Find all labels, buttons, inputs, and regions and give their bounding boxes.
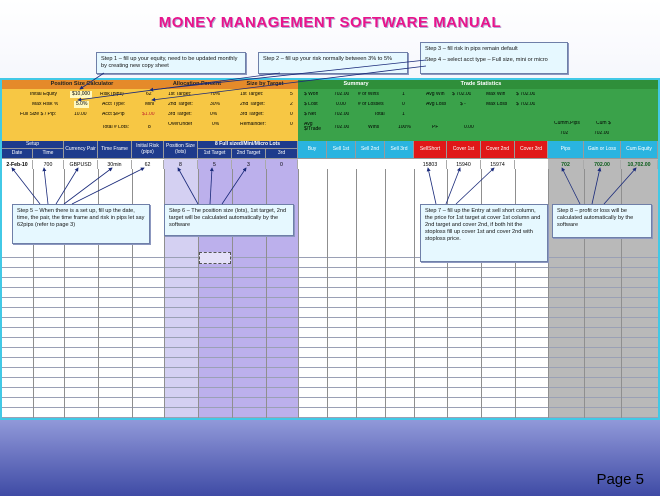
lost-label: $ Lost <box>304 102 318 107</box>
avg-win-value: $ 702.00 <box>452 92 472 97</box>
callout-step-1: Step 1 – fill up your equity, need to be updated monthly by creating new copy sheet <box>96 52 246 74</box>
alloc-1st-value[interactable]: 70% <box>210 92 221 97</box>
won-value: 702.00 <box>334 92 350 97</box>
acct-per-pip-label: Acct $/Pip <box>102 112 125 117</box>
max-risk-label: Max Risk % <box>32 102 59 107</box>
size-1st-value: 5 <box>290 92 293 97</box>
col-initial-risk: Initial Risk (pips) <box>132 141 164 159</box>
cum-pips-value: 702 <box>560 131 569 136</box>
losses-count-value: 0 <box>402 102 405 107</box>
col-position-size: Position Size (lots) <box>164 141 198 159</box>
col-1st-target: 1st Target <box>198 149 232 159</box>
max-win-label: Max Win <box>486 92 506 97</box>
row-time-frame[interactable]: 30min <box>98 160 132 169</box>
row-cum-equity: 10,702.00 <box>621 160 658 169</box>
pf-value: 0.00 <box>464 125 474 130</box>
total-lots-value: 8 <box>148 125 151 130</box>
total-lots-label: Total # Lots: <box>102 125 129 130</box>
row-cover-1st[interactable]: 15940 <box>447 160 481 169</box>
full-size-label: Full Size $ / Pip: <box>20 112 57 117</box>
sheet-grid <box>2 248 658 418</box>
wins-count-label: # of Wins <box>358 92 379 97</box>
col-date: Date <box>2 149 33 159</box>
size-3rd-value: 0 <box>290 112 293 117</box>
col-cover-3rd: Cover 3rd <box>515 141 548 159</box>
alloc-3rd-value[interactable]: 0% <box>210 112 218 117</box>
lost-value: 0.00 <box>336 102 346 107</box>
row-pips: 702 <box>548 160 584 169</box>
alloc-3rd-label: 3rd Target: <box>168 112 192 117</box>
row-sell-short[interactable]: 15803 <box>414 160 447 169</box>
alloc-2nd-label: 2nd Target: <box>168 102 193 107</box>
col-cover-2nd: Cover 2nd <box>481 141 515 159</box>
row-currency-pair[interactable]: GBPUSD <box>64 160 98 169</box>
avg-per-trade-value: 702.00 <box>334 125 350 130</box>
acct-type-label: Acct Type: <box>102 102 126 107</box>
losses-count-label: # of Losses <box>358 102 384 107</box>
cum-gain-label: Cum $ <box>596 121 611 126</box>
row-cover-2nd[interactable]: 15974 <box>481 160 515 169</box>
remainder-label: Remainder: <box>240 122 266 127</box>
col-3rd-target: 3rd <box>266 149 298 159</box>
cum-gain-value: 702.00 <box>594 131 610 136</box>
col-gain-loss: Gain or Loss <box>584 141 621 159</box>
callout-step-2: Step 2 – fill up your risk normally between 3% to 5% <box>258 52 408 74</box>
col-divider <box>414 169 415 418</box>
avg-win-label: Avg Win <box>426 92 445 97</box>
size-2nd-label: 2nd Target: <box>240 102 265 107</box>
col-2nd-target: 2nd Target <box>232 149 266 159</box>
callout-step-3: Step 3 – fill risk in pips remain default <box>425 46 518 52</box>
setup-header: Setup <box>2 141 64 149</box>
col-time-frame: Time Frame <box>98 141 132 159</box>
avg-per-trade-label: Avg $/Trade <box>304 122 322 132</box>
win-rate-value: 100% <box>398 125 411 130</box>
col-sell-short: SellShort <box>414 141 447 159</box>
row-date[interactable]: 2-Feb-10 <box>2 160 33 169</box>
alloc-1st-label: 1st Target: <box>168 92 192 97</box>
col-divider <box>385 169 386 418</box>
max-loss-value: $ 702.00 <box>516 102 536 107</box>
win-rate-label: Wins <box>368 125 380 130</box>
summary-title: Summary <box>298 80 414 89</box>
full-size-value: 10.00 <box>74 112 87 117</box>
acct-per-pip-value: $1.00 <box>142 112 155 117</box>
col-divider <box>356 169 357 418</box>
col-sell-2nd: Sell 2nd <box>356 141 385 159</box>
col-buy: Buy <box>298 141 327 159</box>
allocation-title: Allocation Percent <box>162 80 232 89</box>
callout-step-5: Step 5 – When there is a set up, fill up the date, time, the pair, the time frame and risk in pips let say 62pips (refer to page 3) <box>12 204 150 244</box>
row-time[interactable]: 700 <box>33 160 64 169</box>
max-risk-input[interactable]: 5.0% <box>76 101 88 107</box>
risk-pips-label: Risk (pips) <box>100 92 124 97</box>
total-trades-value: 1 <box>402 112 405 117</box>
remainder-value: 0 <box>290 122 293 127</box>
cum-pips-label: Cumm.Pips <box>554 121 580 126</box>
total-trades-label: Total <box>374 112 385 117</box>
row-initial-risk[interactable]: 62 <box>132 160 164 169</box>
trade-stats-title: Trade Statistics <box>414 80 548 89</box>
alloc-over-value: 0% <box>212 122 220 127</box>
col-pips: Pips <box>548 141 584 159</box>
col-cum-equity: Cum Equity <box>621 141 658 159</box>
col-cover-1st: Cover 1st <box>447 141 481 159</box>
callout-step-4: Step 4 – select acct type – Full size, mini or micro <box>425 56 548 63</box>
callout-step-7: Step 7 – fill up the Entry at sell short column, the price for 1st target at cover 1st column and 2nd target and cover 2nd, if both hit the stoploss fill up cover 1st and cover 2nd with stoploss price. <box>420 204 548 262</box>
acct-type-select[interactable]: Mini <box>145 102 155 107</box>
callout-step-3-4 <box>420 42 568 74</box>
row-1st-target: 5 <box>198 160 232 169</box>
callout-step-8: Step 8 – profit or loss will be calculated automatically by the software <box>552 204 652 238</box>
lots-header: 8 Full sized/Mini/Micro Lots <box>198 141 298 149</box>
col-currency-pair: Currency Pair <box>64 141 98 159</box>
col-time: Time <box>33 149 64 159</box>
col-sell-3rd: Sell 3rd <box>385 141 414 159</box>
selected-cell[interactable] <box>199 252 231 264</box>
row-gain-loss: 702.00 <box>584 160 621 169</box>
initial-equity-input[interactable]: $10,000 <box>72 91 91 97</box>
net-value: 702.00 <box>334 112 350 117</box>
row-3rd-target: 0 <box>266 160 298 169</box>
stats-filler <box>548 80 658 89</box>
col-sell-1st: Sell 1st <box>327 141 356 159</box>
alloc-2nd-value[interactable]: 30% <box>210 102 221 107</box>
net-label: $ Net <box>304 112 316 117</box>
page-number: Page 5 <box>596 471 644 488</box>
spreadsheet <box>0 78 660 420</box>
avg-loss-label: Avg Loss <box>426 102 447 107</box>
max-loss-label: Max Loss <box>486 102 508 107</box>
won-label: $ Won <box>304 92 319 97</box>
col-divider <box>298 169 299 418</box>
size-2nd-value: 2 <box>290 102 293 107</box>
avg-loss-value: $ - <box>460 102 466 107</box>
slide-title: MONEY MANAGEMENT SOFTWARE MANUAL <box>158 14 502 31</box>
pf-label: PF <box>432 125 439 130</box>
size-3rd-label: 3rd Target: <box>240 112 264 117</box>
max-win-value: $ 702.00 <box>516 92 536 97</box>
wins-count-value: 1 <box>402 92 405 97</box>
row-2nd-target: 3 <box>232 160 266 169</box>
size-by-target-title: Size by Target <box>232 80 298 89</box>
position-size-title: Position Size Calculator <box>2 80 162 89</box>
col-divider <box>327 169 328 418</box>
size-1st-label: 1st Target: <box>240 92 264 97</box>
risk-pips-input[interactable]: 62 <box>146 92 152 97</box>
col-divider <box>548 169 549 418</box>
alloc-over-label: OverUnder <box>168 122 193 127</box>
callout-step-6: Step 6 – The position size (lots), 1st target, 2nd target will be calculated automatically by the software <box>164 204 294 236</box>
initial-equity-label: Initial Equity <box>30 92 57 97</box>
row-position-size: 8 <box>164 160 198 169</box>
